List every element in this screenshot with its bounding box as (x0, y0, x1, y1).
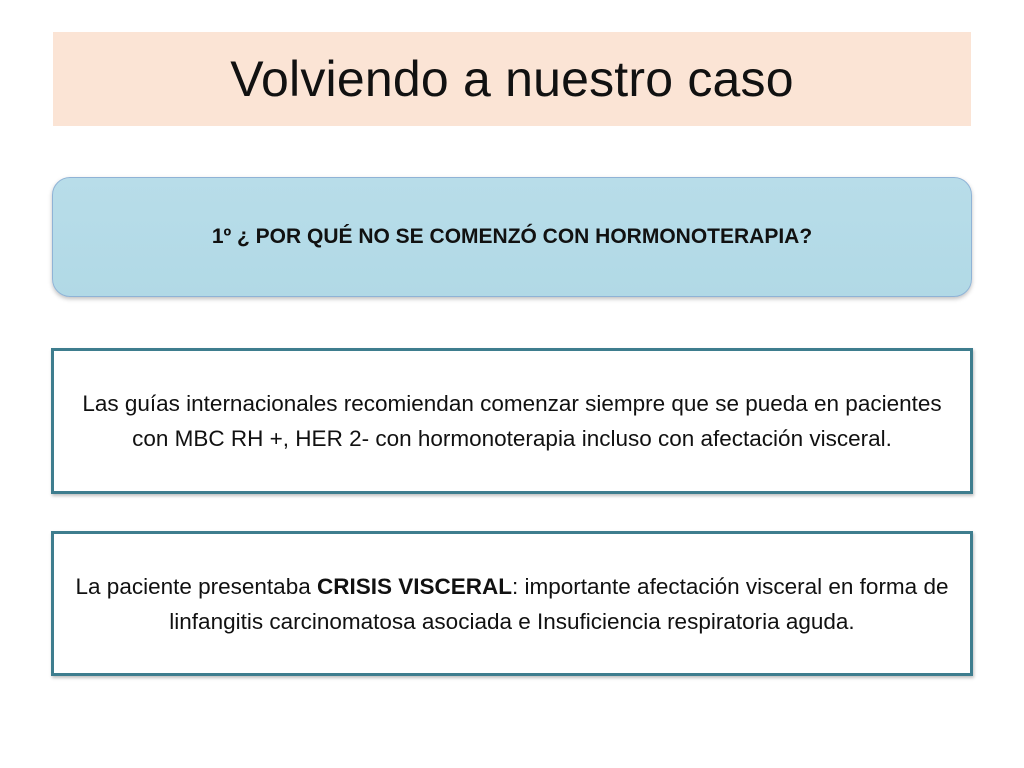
slide-title: Volviendo a nuestro caso (230, 51, 794, 107)
question-box (52, 177, 972, 297)
patient-text-prefix: La paciente presentaba (75, 573, 317, 599)
question-text: 1º ¿ POR QUÉ NO SE COMENZÓ CON HORMONOTERAPIA? (211, 225, 813, 248)
guidelines-text: Las guías internacionales recomiendan comenzar siempre que se pueda en pacientes con MBC RH +, HER 2- con hormonoterapia incluso con afectación visceral. (82, 391, 942, 451)
patient-text (68, 569, 956, 639)
title-banner (53, 32, 971, 126)
patient-box (51, 531, 973, 676)
patient-text-suffix: : importante afectación visceral en forma de linfangitis carcinomatosa asociada e Insuficiencia respiratoria aguda. (169, 573, 949, 634)
guidelines-box (51, 348, 973, 494)
crisis-visceral-label: CRISIS VISCERAL (316, 573, 512, 599)
